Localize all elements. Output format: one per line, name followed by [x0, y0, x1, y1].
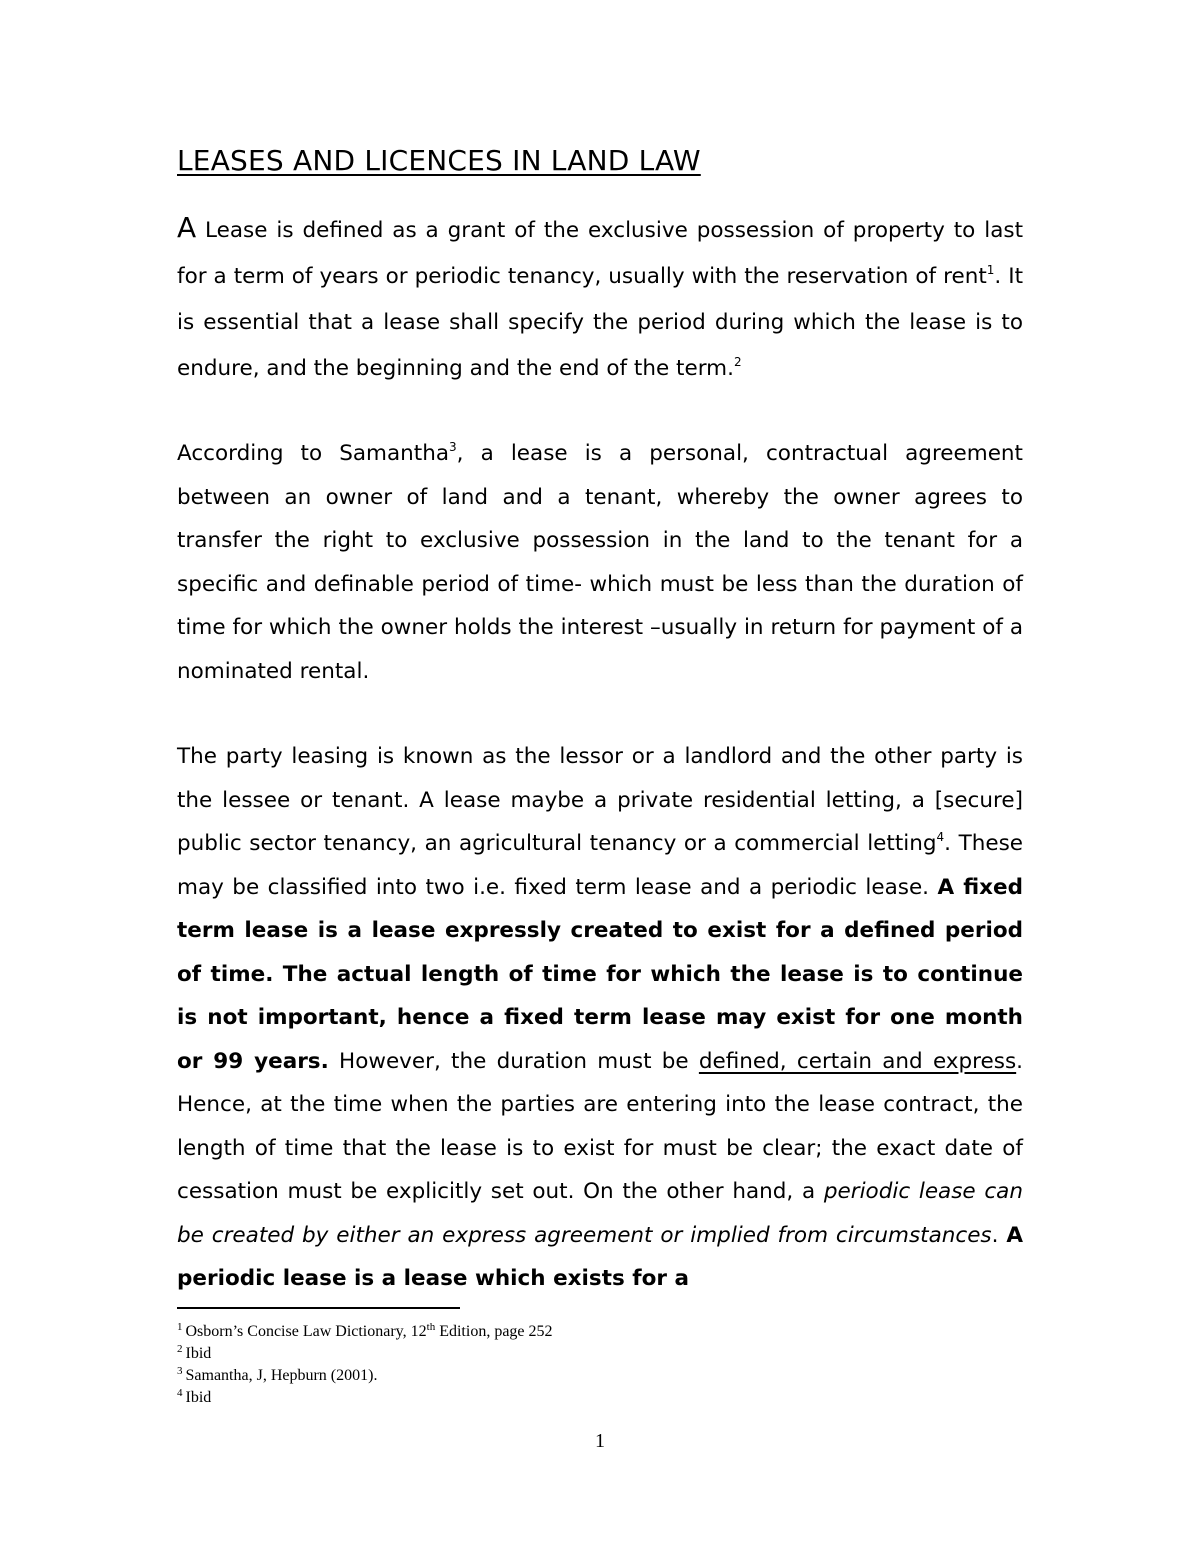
footnote-number: 2	[177, 1343, 183, 1355]
footnote-text: Samantha, J, Hepburn (2001).	[185, 1367, 378, 1384]
footnote-superscript: th	[426, 1321, 436, 1333]
text-span: . Hence, at the time when the parties are entering into the lease contract, the length of time that the lease is to exist for must be clear; the exact date of cessation must be explicitly set out. On the other hand, a	[177, 1048, 1024, 1204]
footnote-ref-2[interactable]: 2	[733, 355, 742, 369]
footnote-number: 1	[177, 1321, 183, 1333]
text-span: . It is essential that a lease shall specify the period during which the lease is to endure, and the beginning and the end of the term.	[177, 264, 1023, 381]
footnote-number: 3	[177, 1365, 183, 1377]
footnote-4	[177, 1387, 553, 1409]
footnote-number: 4	[177, 1387, 183, 1399]
italic-text: periodic lease can be created by either an express agreement or implied from circumstances	[177, 1179, 1023, 1248]
paragraph-samantha-definition	[177, 432, 1023, 693]
footnote-ref-4[interactable]: 4	[936, 830, 945, 844]
paragraph-lease-types	[177, 735, 1023, 1301]
footnote-separator	[177, 1307, 460, 1309]
footnotes-list	[177, 1321, 553, 1409]
text-span: The party leasing is known as the lessor or a landlord and the other party is the lessee or tenant. A lease maybe a private residential letting, a [secure] public sector tenancy, an agricultural tenancy or a commercial letting	[177, 744, 1023, 856]
footnote-2	[177, 1343, 553, 1365]
text-span: According to Samantha	[177, 441, 450, 466]
drop-cap: A	[177, 211, 197, 244]
footnote-ref-3[interactable]: 3	[449, 440, 457, 454]
text-span: . These may be classified into two i.e. fixed term lease and a periodic lease.	[177, 831, 1023, 900]
footnote-text: Osborn’s Concise Law Dictionary, 12	[185, 1323, 427, 1340]
bold-text: A fixed term lease is a lease expressly created to exist for a defined period of time. The actual length of time for which the lease is to continue is not important, hence a fixed term lease may exist for one month or 99 years.	[177, 874, 1023, 1074]
text-span: However, the duration must be	[328, 1048, 699, 1074]
bold-text: A periodic lease is a lease which exists for a	[177, 1222, 1024, 1291]
paragraph-lease-definition	[177, 205, 1023, 392]
underlined-text: defined, certain and express	[698, 1048, 1017, 1074]
footnote-ref-1[interactable]: 1	[986, 263, 995, 277]
text-span: , a lease is a personal, contractual agreement between an owner of land and a tenant, whereby the owner agrees to transfer the right to exclusive possession in the land to the tenant for a specific and definable period of time- which must be less than the duration of time for which the owner holds the interest –usually in return for payment of a nominated rental.	[177, 441, 1023, 684]
footnote-1	[177, 1321, 553, 1343]
footnote-text: Ibid	[185, 1345, 212, 1362]
text-span: .	[991, 1222, 1007, 1248]
footnote-3	[177, 1365, 553, 1387]
text-span: Lease is defined as a grant of the exclusive possession of property to last for a term of years or periodic tenancy, usually with the reservation of rent	[177, 218, 1023, 289]
footnote-text: Ibid	[185, 1389, 212, 1406]
page-number: 1	[595, 1430, 605, 1452]
page-title: LEASES AND LICENCES IN LAND LAW	[177, 144, 701, 177]
footnote-text: Edition, page 252	[435, 1323, 553, 1340]
